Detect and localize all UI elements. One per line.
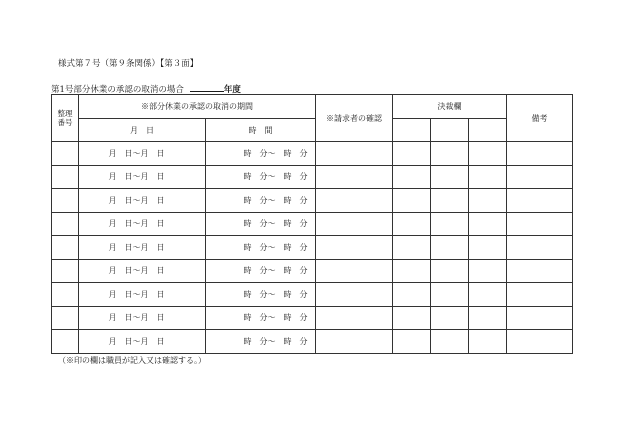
approval-cell-1[interactable]: [393, 259, 431, 283]
date-range-cell[interactable]: [79, 142, 206, 166]
remarks-cell[interactable]: [507, 306, 573, 330]
time-range-text: 時 分～ 時 分: [243, 266, 308, 276]
remarks-cell[interactable]: [507, 165, 573, 189]
table-row: [52, 165, 573, 189]
approval-cell-2[interactable]: [431, 142, 469, 166]
remarks-cell[interactable]: [507, 259, 573, 283]
approval-cell-1[interactable]: [393, 212, 431, 236]
seiri-number-cell[interactable]: [52, 142, 79, 166]
approval-cell-1[interactable]: [393, 283, 431, 307]
date-range-cell[interactable]: [79, 306, 206, 330]
date-range-cell[interactable]: [79, 330, 206, 354]
remarks-cell[interactable]: [507, 142, 573, 166]
seiri-number-cell[interactable]: [52, 283, 79, 307]
approval-cell-2[interactable]: [431, 212, 469, 236]
table-row: [52, 212, 573, 236]
approval-cell-3[interactable]: [469, 165, 507, 189]
time-range-text: 時 分～ 時 分: [243, 242, 308, 252]
time-range-cell[interactable]: [206, 306, 316, 330]
remarks-cell[interactable]: [507, 189, 573, 213]
date-range-text: 月 日～月 日: [108, 313, 165, 323]
table-row: [52, 330, 573, 354]
requester-check-cell[interactable]: [316, 212, 393, 236]
cancellation-table: [51, 94, 573, 354]
time-range-cell[interactable]: [206, 189, 316, 213]
date-range-cell[interactable]: [79, 189, 206, 213]
approval-slot-3[interactable]: [469, 119, 507, 142]
date-range-text: 月 日～月 日: [108, 148, 165, 158]
date-range-cell[interactable]: [79, 212, 206, 236]
header-date: 月 日: [79, 119, 206, 142]
date-range-cell[interactable]: [79, 236, 206, 260]
time-range-cell[interactable]: [206, 142, 316, 166]
approval-cell-3[interactable]: [469, 306, 507, 330]
date-range-cell[interactable]: [79, 259, 206, 283]
header-period: ※部分休業の承認の取消の期間: [79, 95, 316, 119]
seiri-number-cell[interactable]: [52, 330, 79, 354]
requester-check-cell[interactable]: [316, 142, 393, 166]
approval-slot-1[interactable]: [393, 119, 431, 142]
header-approval: 決裁欄: [393, 95, 507, 119]
table-row: [52, 259, 573, 283]
approval-cell-3[interactable]: [469, 236, 507, 260]
time-range-cell[interactable]: [206, 236, 316, 260]
table-row: [52, 236, 573, 260]
approval-cell-2[interactable]: [431, 283, 469, 307]
time-range-text: 時 分～ 時 分: [243, 289, 308, 299]
time-range-text: 時 分～ 時 分: [243, 219, 308, 229]
year-blank-field[interactable]: [190, 83, 224, 92]
approval-slot-2[interactable]: [431, 119, 469, 142]
time-range-text: 時 分～ 時 分: [243, 313, 308, 323]
time-range-text: 時 分～ 時 分: [243, 148, 308, 158]
seiri-number-cell[interactable]: [52, 236, 79, 260]
date-range-text: 月 日～月 日: [108, 266, 165, 276]
form-code: 様式第７号（第９条関係）【第３面】: [58, 59, 199, 69]
approval-cell-3[interactable]: [469, 283, 507, 307]
time-range-cell[interactable]: [206, 165, 316, 189]
date-range-text: 月 日～月 日: [108, 336, 165, 346]
table-row: [52, 306, 573, 330]
date-range-text: 月 日～月 日: [108, 195, 165, 205]
approval-cell-3[interactable]: [469, 259, 507, 283]
footnote: （※印の欄は職員が記入又は確認する。）: [58, 356, 206, 365]
table-row: [52, 142, 573, 166]
approval-cell-1[interactable]: [393, 330, 431, 354]
header-remarks: 備考: [507, 95, 573, 142]
approval-cell-3[interactable]: [469, 142, 507, 166]
approval-cell-3[interactable]: [469, 330, 507, 354]
approval-cell-3[interactable]: [469, 212, 507, 236]
requester-check-cell[interactable]: [316, 189, 393, 213]
seiri-number-cell[interactable]: [52, 259, 79, 283]
approval-cell-3[interactable]: [469, 189, 507, 213]
header-time: 時 間: [206, 119, 316, 142]
date-range-text: 月 日～月 日: [108, 172, 165, 182]
table-row: [52, 189, 573, 213]
approval-cell-2[interactable]: [431, 236, 469, 260]
time-range-cell[interactable]: [206, 283, 316, 307]
approval-cell-2[interactable]: [431, 189, 469, 213]
year-suffix: 年度: [223, 85, 241, 95]
approval-cell-1[interactable]: [393, 189, 431, 213]
remarks-cell[interactable]: [507, 236, 573, 260]
header-seiri-number: 整理 番号: [52, 95, 79, 142]
date-range-text: 月 日～月 日: [108, 289, 165, 299]
approval-cell-1[interactable]: [393, 236, 431, 260]
remarks-cell[interactable]: [507, 283, 573, 307]
time-range-text: 時 分～ 時 分: [243, 195, 308, 205]
seiri-number-cell[interactable]: [52, 212, 79, 236]
remarks-cell[interactable]: [507, 330, 573, 354]
table-row: [52, 283, 573, 307]
table-body: [52, 142, 573, 354]
requester-check-cell[interactable]: [316, 306, 393, 330]
approval-cell-2[interactable]: [431, 259, 469, 283]
approval-cell-2[interactable]: [431, 165, 469, 189]
form-title-text: 第1号部分休業の承認の取消の場合: [51, 85, 184, 95]
approval-cell-2[interactable]: [431, 306, 469, 330]
time-range-text: 時 分～ 時 分: [243, 336, 308, 346]
remarks-cell[interactable]: [507, 212, 573, 236]
approval-cell-1[interactable]: [393, 306, 431, 330]
seiri-number-cell[interactable]: [52, 189, 79, 213]
seiri-number-cell[interactable]: [52, 306, 79, 330]
requester-check-cell[interactable]: [316, 330, 393, 354]
date-range-cell[interactable]: [79, 165, 206, 189]
approval-cell-1[interactable]: [393, 142, 431, 166]
time-range-cell[interactable]: [206, 259, 316, 283]
time-range-text: 時 分～ 時 分: [243, 172, 308, 182]
requester-check-cell[interactable]: [316, 236, 393, 260]
approval-cell-1[interactable]: [393, 165, 431, 189]
seiri-number-cell[interactable]: [52, 165, 79, 189]
header-requester-check: ※請求者の確認: [316, 95, 393, 142]
requester-check-cell[interactable]: [316, 283, 393, 307]
date-range-cell[interactable]: [79, 283, 206, 307]
time-range-cell[interactable]: [206, 212, 316, 236]
time-range-cell[interactable]: [206, 330, 316, 354]
approval-cell-2[interactable]: [431, 330, 469, 354]
requester-check-cell[interactable]: [316, 259, 393, 283]
date-range-text: 月 日～月 日: [108, 219, 165, 229]
requester-check-cell[interactable]: [316, 165, 393, 189]
date-range-text: 月 日～月 日: [108, 242, 165, 252]
